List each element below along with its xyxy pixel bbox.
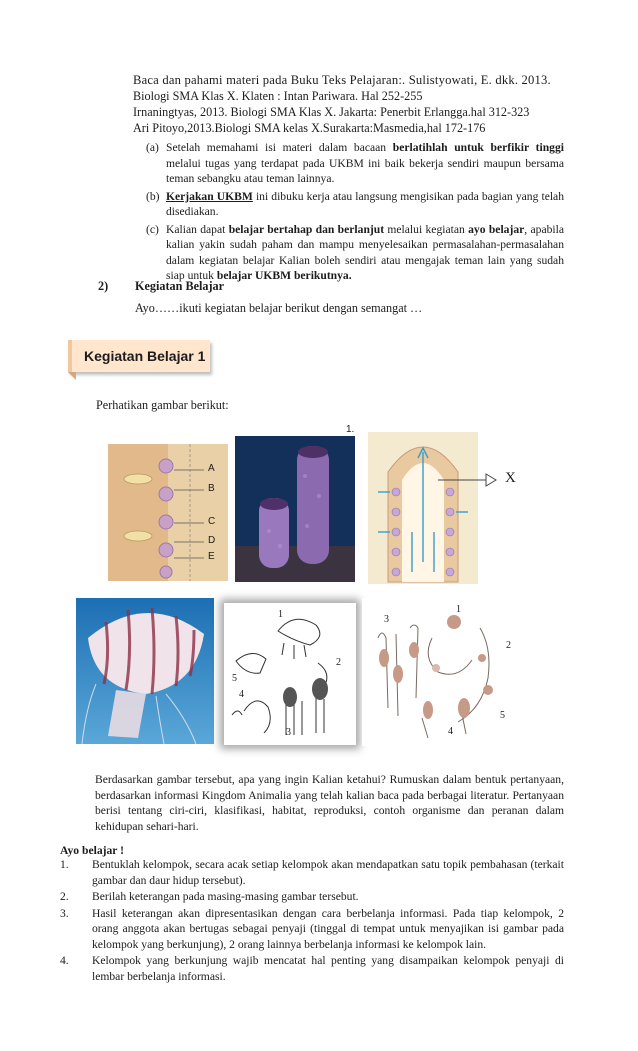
list-item: 4. Kelompok yang berkunjung wajib mencatat hal penting yang disampaikan kelompok penyaji di lembar berbelanja informasi. (60, 954, 564, 983)
cycle1-label-4: 4 (239, 689, 244, 700)
step-b: (b) Kerjakan UKBM ini dibuku kerja atau langsung mengisikan pada bagian yang telah disediakan. (146, 189, 564, 218)
cycle1-label-1: 1 (278, 609, 283, 620)
list-item: 2. Berilah keterangan pada masing-masing gambar tersebut. (60, 890, 359, 903)
ayo-belajar-list (60, 857, 564, 985)
aurelia-life-cycle-diagram (362, 598, 518, 746)
section-kegiatan-belajar: 2) Kegiatan Belajar Ayo……ikuti kegiatan belajar berikut dengan semangat … (98, 279, 423, 315)
cycle1-label-3: 3 (286, 727, 291, 738)
section-title: Kegiatan Belajar (135, 279, 225, 293)
step-c: (c) Kalian dapat belajar bertahap dan berlanjut melalui kegiatan ayo belajar, apabila kalian yakin sudah paham dan mampu menyelesaikan permasalahan-permasalahan dalam kegiatan belajar Kalian boleh sendiri atau mengajak teman lain yang sudah siap untuk belajar UKBM berikutnya. (146, 222, 564, 282)
question-paragraph: Berdasarkan gambar tersebut, apa yang ingin Kalian ketahui? Rumuskan dalam bentuk pertanyaan, berdasarkan informasi Kingdom Animalia yang telah kalian baca pada berbagai literatur. Pertanyaan berisi tentang ciri-ciri, klasifikasi, habitat, reproduksi, contoh organisme dan peranan dalam kehidupan sehari-hari. (95, 773, 564, 833)
reference-3: Ari Pitoyo,2013.Biologi SMA kelas X.Surakarta:Masmedia,hal 172-176 (133, 121, 486, 135)
reading-intro: Baca dan pahami materi pada Buku Teks Pelajaran:. Sulistyowati, E. dkk. 2013. (133, 73, 551, 87)
label-b: B (208, 483, 215, 494)
reference-2: Irnaningtyas, 2013. Biologi SMA Klas X. Jakarta: Penerbit Erlangga.hal 312-323 (133, 105, 530, 119)
cycle2-label-1: 1 (456, 604, 461, 615)
x-label: X (505, 470, 516, 486)
section-intro: Ayo……ikuti kegiatan belajar berikut dengan semangat … (135, 301, 423, 315)
banner-fold (68, 372, 76, 380)
cycle1-label-5: 5 (232, 673, 237, 684)
label-c: C (208, 516, 216, 527)
cycle2-label-2: 2 (506, 640, 511, 651)
reference-1: Biologi SMA Klas X. Klaten : Intan Pariwara. Hal 252-255 (133, 89, 423, 103)
step-a: (a) Setelah memahami isi materi dalam bacaan berlatihlah untuk berfikir tinggi melalui tugas yang terdapat pada UKBM ini baik bekerja sendiri maupun bersama teman sebangku atau teman lainnya. (146, 141, 564, 185)
figure-number: 1. (346, 424, 355, 435)
label-a: A (208, 463, 215, 474)
jellyfish-photo (76, 598, 214, 744)
sponge-section-diagram (108, 444, 228, 581)
cycle1-label-2: 2 (336, 657, 341, 668)
steps-list (146, 140, 564, 286)
label-e: E (208, 551, 215, 562)
cnidarian-body-diagram (368, 432, 478, 584)
list-item: 3. Hasil keterangan akan dipresentasikan dengan cara berbelanja informasi. Pada tiap kelompok, 2 orang anggota akan bertugas sebagai penyaji (tinggal di tempat untuk menyajikan isi gambar pada kelompok yang berkunjung), 2 orang lainnya berbelanja informasi ke kelompok lain. (60, 906, 564, 951)
cycle2-label-4: 4 (448, 726, 453, 737)
kegiatan-belajar-banner: Kegiatan Belajar 1 (68, 340, 210, 372)
reading-references (133, 72, 563, 136)
cycle2-label-5: 5 (500, 710, 505, 721)
ayo-belajar-title: Ayo belajar ! (60, 844, 124, 857)
list-item: 1. Bentuklah kelompok, secara acak setiap kelompok akan mendapatkan satu topik pembahasan (terkait gambar dan daur hidup tersebut). (60, 858, 564, 887)
x-pointer-arrow (438, 472, 498, 488)
obelia-life-cycle-diagram (224, 603, 356, 745)
label-d: D (208, 535, 216, 546)
observe-instruction: Perhatikan gambar berikut: (96, 398, 229, 412)
tube-sponge-photo (235, 436, 355, 582)
cycle2-label-3: 3 (384, 614, 389, 625)
